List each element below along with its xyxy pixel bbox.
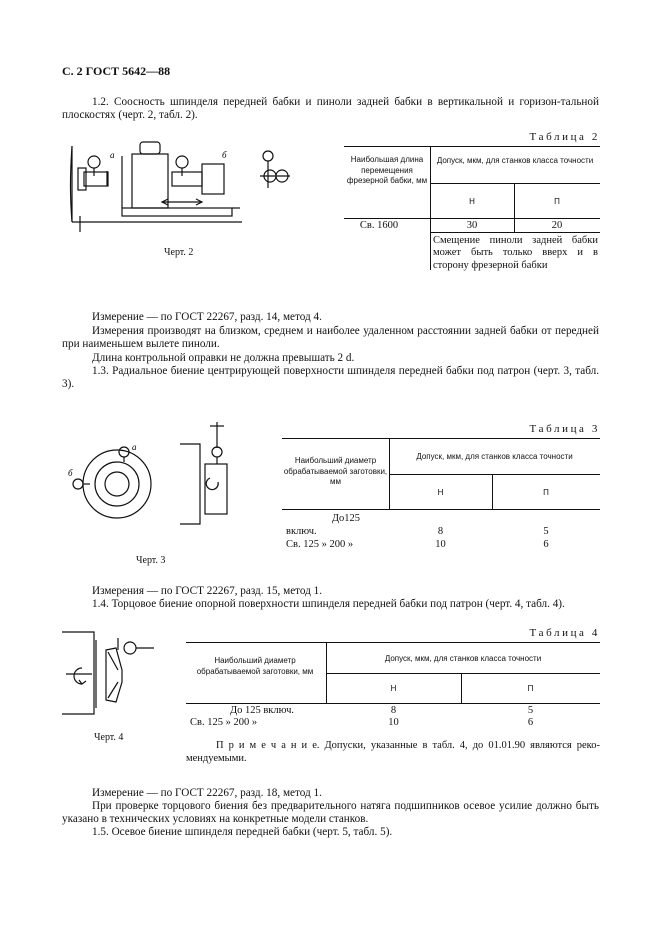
drawing-4	[62, 628, 174, 732]
table-2-header-H: Н	[469, 197, 475, 206]
table-4-r1-H: 8	[390, 705, 397, 716]
table-3-r1-label-b: включ.	[286, 526, 317, 537]
table-4-r2-label: Св. 125 » 200 »	[190, 717, 258, 728]
label-a: a	[110, 150, 115, 160]
para-length: Длина контрольной оправки не должна превышать 2 d.	[92, 352, 355, 364]
table-3-caption: Таблица 3	[529, 423, 600, 435]
table-2-caption: Таблица 2	[529, 131, 600, 143]
table-3-header-P: П	[543, 488, 549, 497]
table-2-row-H: 30	[466, 220, 478, 231]
drawing-2-detail	[258, 148, 294, 192]
table-3-col1: Наибольший диаметр обрабатываемой заготовки, мм	[283, 456, 388, 486]
fig-3-caption: Черт. 3	[136, 555, 166, 566]
table-2-row-label: Св. 1600	[359, 220, 399, 231]
table-4-header-H: Н	[390, 684, 397, 693]
table-3-r2-H: 10	[435, 539, 446, 550]
table-2-row-P: 20	[551, 220, 563, 231]
para-meas-4: Измерение — по ГОСТ 22267, разд. 14, метод 4.	[92, 311, 322, 323]
table-3-r1-H: 8	[437, 526, 444, 537]
table-4-caption: Таблица 4	[529, 627, 600, 639]
para-1-4: 1.4. Торцовое биение опорной поверхности шпинделя передней бабки под патрон (черт. 4, табл. 4).	[92, 598, 565, 610]
page-header: С. 2 ГОСТ 5642—88	[62, 64, 171, 78]
table-4-r1-P: 5	[527, 705, 534, 716]
drawing-2	[62, 136, 262, 236]
table-4-col1: Наибольший диаметр обрабатываемой заготовки, мм	[196, 656, 314, 676]
para-axial-force: При проверке торцового биения без предварительного натяга подшипников осевое усилие должно быть указано в технических условиях на конкретные модели станков.	[62, 800, 599, 826]
para-1-5: 1.5. Осевое биение шпинделя передней бабки (черт. 5, табл. 5).	[92, 826, 393, 838]
para-1-2: 1.2. Соосность шпинделя передней бабки и пиноли задней бабки в вертикальной и горизон-тальной плоскостях (черт. 2, табл. 2).	[62, 96, 599, 122]
para-meas-18: Измерение — по ГОСТ 22267, разд. 18, метод 1.	[92, 787, 322, 799]
fig-2-caption: Черт. 2	[164, 247, 194, 258]
para-meas-dist: Измерения производят на близком, среднем и наиболее удаленном расстоянии задней бабки от передней при наименьшем вылете пиноли.	[62, 325, 599, 351]
para-meas-15: Измерения — по ГОСТ 22267, разд. 15, метод 1.	[92, 585, 323, 597]
table-3-r1-label-a: До125	[331, 513, 360, 524]
table-3-header-H: Н	[437, 488, 444, 497]
table-2-header-P: П	[554, 197, 560, 206]
table-4-r1-label: До 125 включ.	[229, 705, 294, 716]
table-2-col1: Наибольшая длина перемещения фрезерной бабки, мм	[346, 155, 428, 185]
label-d-3: б	[68, 468, 73, 478]
table-4-tol-header: Допуск, мкм, для станков класса точности	[384, 654, 542, 663]
table-4-r2-H: 10	[388, 717, 399, 728]
table-4-note: П р и м е ч а н и е. Допуски, указанные в табл. 4, до 01.01.90 являются реко-мендуемыми.	[186, 740, 600, 764]
label-b: б	[222, 150, 227, 160]
fig-4-caption: Черт. 4	[94, 732, 124, 743]
table-3-r2-P: 6	[543, 539, 549, 550]
drawing-3	[62, 422, 252, 532]
table-3-r1-P: 5	[543, 526, 549, 537]
table-4-r2-P: 6	[527, 717, 534, 728]
para-1-3: 1.3. Радиальное биение центрирующей поверхности шпинделя передней бабки под патрон (черт. 3, табл. 3).	[62, 365, 599, 391]
table-3-r2-label: Св. 125 » 200 »	[286, 539, 354, 550]
table-3-tol-header: Допуск, мкм, для станков класса точности	[416, 452, 573, 461]
table-2-note: Смещение пиноли задней бабки может быть только вверх и в сторону фрезерной бабки	[433, 235, 598, 271]
table-4-header-P: П	[527, 684, 534, 693]
table-2-tol-header: Допуск, мкм, для станков класса точности	[436, 156, 594, 165]
label-a-3: a	[132, 442, 137, 452]
